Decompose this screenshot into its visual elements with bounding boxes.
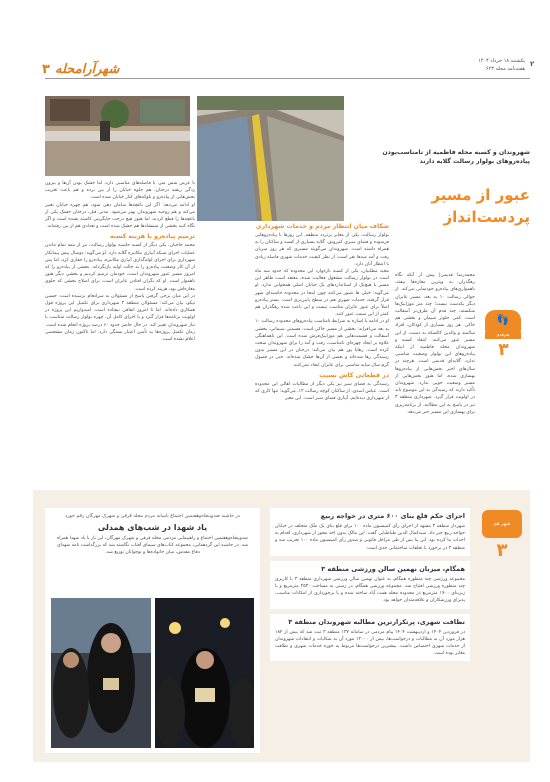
city-icon <box>482 510 522 538</box>
ceremony-image-crowd <box>155 598 254 748</box>
badge-number: ۳ <box>498 340 509 360</box>
subheading-green: در قطعاتی کاش نسیت <box>319 371 389 379</box>
news-item-3 <box>270 614 470 662</box>
article-intro: محمدرضا قدیمی| پیش از آنکه نگاه رهگذران به ویترین مغازه‌ها بیفتد، ناهمواری‌های پیاده‌رو خودنمایی می‌کند. از حوالی رسالت ۱۰ به بعد، مسیر عابران دیگر یکدست نیست؛ چند متر موزاییک‌ها شکسته، چند قدم آن طرف‌تر آسفالت است. کمی جلوتر سیمان و بخشی هم خاکی. هر روز بسیاری از کودکان، افراد سالمند و والدین کالسکه به دست، از این مسیر عبور می‌کنند. انتقاد کسبه و شهروندان محله فاطمیه از اینکه پیاده‌روهای این بولوار وضعیت مناسبی ندارد، گلایه‌ای قدیمی است. هرچند در سال‌های اخیر بخش‌هایی از پیاده‌روها بهسازی شده، اما هنوز بخش‌هایی از مسیر وضعیت خوبی ندارد. شهروندان تأکید دارند که رسیدگی به این موضوع باید در اولویت قرار گیرد. شهرداری منطقه ۳ نیز در پاسخ به این مطالبه، از برنامه‌ریزی برای بهسازی این مسیر خبر می‌دهد. <box>395 273 475 415</box>
article-header <box>352 148 530 228</box>
article-kicker: شهروندان و کسبه محله فاطمیه از نامناسب‌بودن پیاده‌روهای بولوار رسالت گلایه دارند <box>382 149 530 165</box>
header-date: یکشنبه ۱۸ خرداد ۱۴۰۴ <box>478 58 525 64</box>
news-item-1 <box>270 508 470 556</box>
news-item-2-title: همگام، میزبان نهمین سالن ورزشی منطقه ۳ <box>321 564 465 573</box>
news-item-3-title: نظافت شهری، پرتکرارترین مطالبه شهروندان منطقه ۳ <box>288 617 465 626</box>
ceremony-photo-2 <box>155 598 254 748</box>
footsteps-icon: 👣 <box>485 310 521 332</box>
sidewalk-image <box>197 96 344 221</box>
ceremony-header <box>45 508 260 560</box>
logo-number: ۳ <box>42 62 50 77</box>
column1-paragraph-4: در این میان برخی گرفتن پاسخ از مسئولان به سرانجام نرسیده است. حسین نیکو، بیان می‌کند: مسئولان منطقه ۳ شهرداری برای تکمیل این پروژه قول همکاری داده‌اند. اما تا امروز اتفاقی نیفتاده است. امیدواریم این پروژه در اولویت برنامه‌ها قرار گیرد و با اجرای کامل آن، چهره بولوار رسالت متناسب با نیاز شهروندان تغییر کند. در حال حاضر حدود ۶۰ درصد پروژه انجام شده است. زمان تکمیل پروژه‌ها به تأمین اعتبار بستگی دارد. اما تاکنون زمان مشخصی اعلام نشده است. <box>45 293 195 343</box>
header-issue: هفته‌نامه محله ۶۲۳ <box>485 66 525 72</box>
article-intro-column <box>395 272 475 416</box>
page-number: ۲ <box>530 60 535 68</box>
column2-paragraph-3: او در ادامه با اشاره به شرایط نامناسب پیاده‌روهای محدوده رسالت ۱۰ به بعد می‌افزاید: بخشی از مسیر خاکی است، قسمتی سیمانی، بخشی آسفالت و قسمت‌هایی هم موزاییک‌فرش شده است. این ناهماهنگی علاوه بر ایجاد چهره‌ای نامناسب، رفت و آمد را برای شهروندان سخت کرده است. رهایا پور هم بیان می‌کند: درختان در این مسیر بدون رسیدگی رها شده‌اند و بعضی از آن‌ها خشک شده‌اند. حتی در فصول گرم سال سایه مناسبی برای عابران ایجاد نمی‌کنند. <box>255 319 389 368</box>
column2-paragraph-2: مجید مطلبیان، یکی از کسبه تازه‌وارد این محدوده که حدود سه ماه است در بولوار رسالت مشغول فعالیت شده، معتقد است ظاهر این مسیر با هیچ‌یک از استانداردهای یک خیابان اصلی همخوانی ندارد. او می‌گوید: خیلی ها تصور می‌کنند چون اینجا در محدوده حاشیه‌ای شهر قرار گرفته، خدمات شهری هم در سطح پایین‌تری است. بستر پیاده‌رو اصلاً برای عبور عابران مناسب نیست و این باعث شده رهگذران هم کمتر از این سمت عبور کنند. <box>255 269 389 318</box>
news-item-2-text: مجموعه ورزشی چند منظوره همگام، به عنوان نهمین سالن ورزشی شهرداری منطقه ۳ با کاربری چند منظوره ورزشی افتتاح شد. مجموعه ورزشی همگام، در زمینی به مساحت ۲۵۳۰ مترمربع و با زیربنای ۱۷۰۰ مترمربع در محدوده محله همت آباد ساخته شده و با برخورداری از امکانات مناسب، پذیرای ورزشکاران و علاقه‌مندان خواهد بود. <box>275 576 466 604</box>
column2-paragraph-4: رسیدگی به فضای سبز نیز یکی دیگر از مطالبات اهالی این محدوده است. عباس اسدی، از ساکنان کوچه رسالت ۱۲، می‌گوید: تنها کاری که از شهرداری دیده‌ایم، آبیاری فضای سبز است. این معبر <box>255 381 389 402</box>
ceremony-image-women <box>51 598 151 748</box>
badge-label: هم‌قدم <box>485 332 521 339</box>
logo-text: شهرآرامحله <box>55 62 120 77</box>
subheading-repair: ترمیم پیاده‌رو با هزینه کسبه <box>110 233 195 241</box>
ceremony-text: صدوپنجاه‌وهفتمین اجتماع و راهپیمایی مردمی محله قرقی و شهرک مهرگان، این بار با یاد شهدا همراه شد. در حاشیه این گردهمایی، مجموعه کتاب‌های سیمای آفتاب نگاشته شد که بزرگداشت نامه شهدای دفاع مقدس، میان خانواده‌ها و نوجوانان توزیع شد. <box>56 536 249 556</box>
storefront-image <box>45 96 190 176</box>
ceremony-title: یاد شهدا در شب‌های همدلی <box>97 523 208 532</box>
news-item-1-title: اجرای حکم قلع بنای ۶۰۰ متری در خواجه ربیع <box>320 512 465 520</box>
photo-storefront <box>45 96 190 176</box>
column1-paragraph-1: با عرض شش متر، با فاصله‌های مناسبی دارد، اما خشک بودن آن‌ها و بیرون زدگی ریشه درختان، هم جلوه خیابان را از بین برده و هم باعث تخریب بخش‌هایی از پیاده‌رو و بلوکه‌های کنار خیابان شده است. <box>45 181 195 201</box>
photo-sidewalk <box>197 96 344 221</box>
column2-paragraph-1: بولوار رسالت، یکی از معابر پرتردد منطقه، این روزها با پیاده‌روهایی فرسوده و فضای سبزی کم‌رونق، گلایه بسیاری از کسبه و ساکنان را به همراه داشته است. شهروندان می‌گویند مسیری که هر روز میزبان رفت و آمد صدها نفر است، از نظر کیفیت خدمات شهری فاصله زیادی با انتظار آنان دارد. <box>255 233 389 267</box>
badge-bottom-label: شهر هم <box>493 521 511 527</box>
badge-bottom-number: ۳ <box>496 540 508 561</box>
logo <box>42 58 119 77</box>
article-column-2 <box>255 220 389 402</box>
subheading-gap: شکاف میان انتظار مردم و خدمات شهرداری <box>255 223 389 230</box>
badge-shahr-ham <box>478 510 526 570</box>
article-column-1 <box>45 180 195 343</box>
column1-paragraph-3: محمد حاجیان، یکی دیگر از کسبه حاشیه بولوار رسالت، نیز از نیمه تمام ماندن عملیات اجرای شبکه آبیاری مکانیزه گلایه دارد. او می‌گوید: دوسال پیش پیمانکار شهرداری برای اجرای لوله‌گذاری آبیاری مکانیزه، پیاده‌رو را حفاری کرد، اما پس از آن کار وضعیت پیاده‌رو را به حالت اولیه بازنگرداند. بخشی از پیاده‌رو را که امروز مسیر عبور شهروندان است، خودمان ترمیم کردیم و بخشی دیگر هنوز ناهموار است. او که نگران افتادن عابران است، برای اصلاح بخشی که جلوی مغازه‌اش بود، هزینه کرده است. <box>45 243 195 292</box>
header-rule <box>45 78 530 79</box>
header <box>0 0 550 80</box>
news-item-1-text: شهردار منطقه ۳ مشهد از اجرای رأی کمیسیون ماده ۱۰۰ برای قلع بنای یک ملک متخلف در خیابان خواجه ربیع خبر داد. سیدکمال الدین طباطبایی گفت: این مالک بدون اخذ مجوز از شهرداری، اقدام به احداث بنا کرده بود. این بنا پس از طی مراحل قانونی و صدور رأی کمیسیون ماده ۱۰۰ تخریب شد و منطقه ۳ در برخورد با تخلفات ساختمانی جدی است. <box>275 524 465 551</box>
badge-hamgadam <box>477 310 530 360</box>
news-column <box>270 508 470 661</box>
ceremony-box <box>45 508 260 753</box>
article-title: عبور از مسیر پردست‌انداز <box>431 186 530 226</box>
news-item-2 <box>270 561 470 609</box>
ceremony-photo-1 <box>51 598 151 748</box>
news-item-3-text: در فروردین ۱۴۰۴ و اردیبهشت ۱۴۰۴ پیام مردمی در سامانه ۱۳۷ منطقه ۳ ثبت شد که بیش از ۱۸۴ هزار مورد آن به مطالبات و درخواست‌ها، بیش از ۱۲۰۰۰ مورد آن به شکایات و انتقادات شهروندان از خدمات شهری اختصاص داشت. بیشترین درخواست‌ها مربوط به حوزه خدمات شهری و نظافت معابر بوده است. <box>275 629 465 657</box>
ceremony-kicker: در حاشیه صدوپنجاه‌وهفتمین اجتماع ناسانه مردم محله قرقی و شهرک مهرگان رقم خورد <box>65 514 240 519</box>
column1-paragraph-2: او ادامه می‌دهد: اگر این باغچه‌ها سامان دهی شود، هم چهره خیابان تغییر می‌کند و هم روحیه شهروندان بهتر می‌شود. مدتی قبل، درختان خشک یکی از باغچه‌ها را قطع کردند، اما هنوز هیچ درخت جایگزینی کاشته نشده است و اگر نگاه کنید بخشی از شمشادها هم خشک شده است و تعدادی هم از بین رفته‌اند. <box>45 202 195 230</box>
